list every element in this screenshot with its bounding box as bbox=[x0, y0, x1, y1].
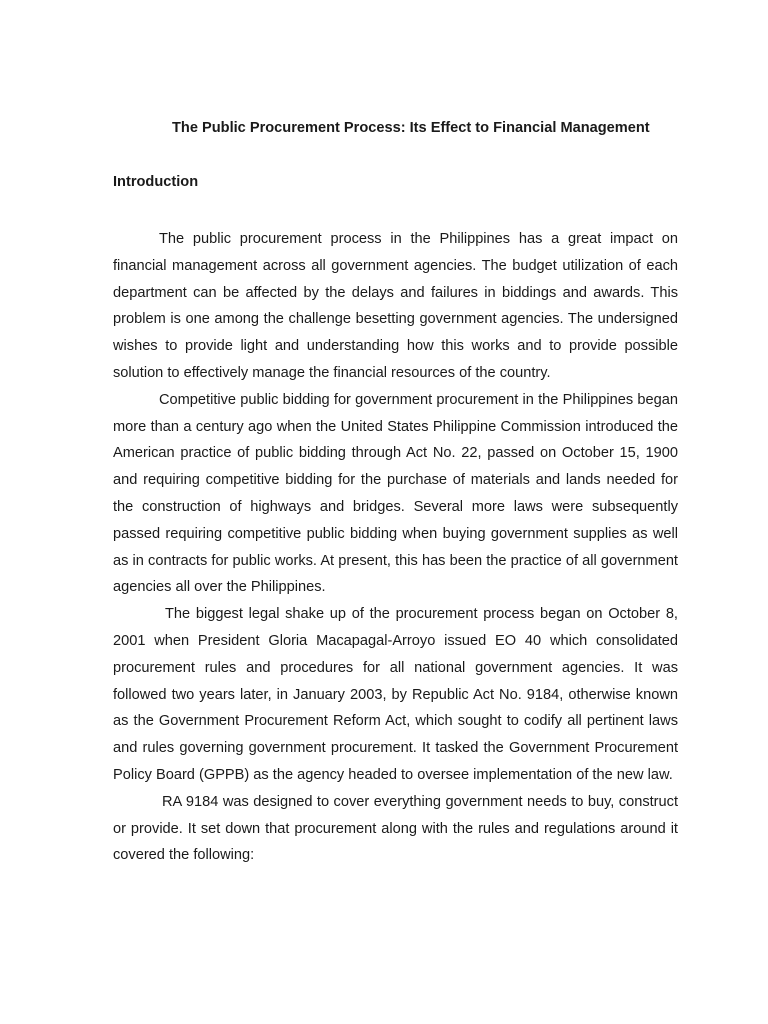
paragraph: The biggest legal shake up of the procurement process began on October 8, 2001 when President Gloria Macapagal-Arroyo issued EO 40 which consolidated procurement rules and procedures for all national government agencies. It was followed two years later, in January 2003, by Republic Act No. 9184, otherwise known as the Government Procurement Reform Act, which sought to codify all pertinent laws and rules governing government procurement. It tasked the Government Procurement Policy Board (GPPB) as the agency headed to oversee implementation of the new law. bbox=[113, 606, 678, 783]
document-title: The Public Procurement Process: Its Effect to Financial Management bbox=[172, 120, 650, 136]
paragraph: RA 9184 was designed to cover everything government needs to buy, construct or provide. It set down that procurement along with the rules and regulations around it covered the following: bbox=[113, 793, 678, 864]
body-text bbox=[113, 226, 678, 869]
paragraph: Competitive public bidding for government procurement in the Philippines began more than a century ago when the United States Philippine Commission introduced the American practice of public bidding through Act No. 22, passed on October 15, 1900 and requiring competitive bidding for the purchase of materials and lands needed for the construction of highways and bridges. Several more laws were subsequently passed requiring competitive public bidding when buying government supplies as well as in contracts for public works. At present, this has been the practice of all government agencies all over the Philippines. bbox=[113, 391, 678, 596]
paragraph: The public procurement process in the Philippines has a great impact on financial management across all government agencies. The budget utilization of each department can be affected by the delays and failures in biddings and awards. This problem is one among the challenge besetting government agencies. The undersigned wishes to provide light and understanding how this works and to provide possible solution to effectively manage the financial resources of the country. bbox=[113, 231, 678, 381]
section-heading-introduction: Introduction bbox=[113, 174, 199, 190]
